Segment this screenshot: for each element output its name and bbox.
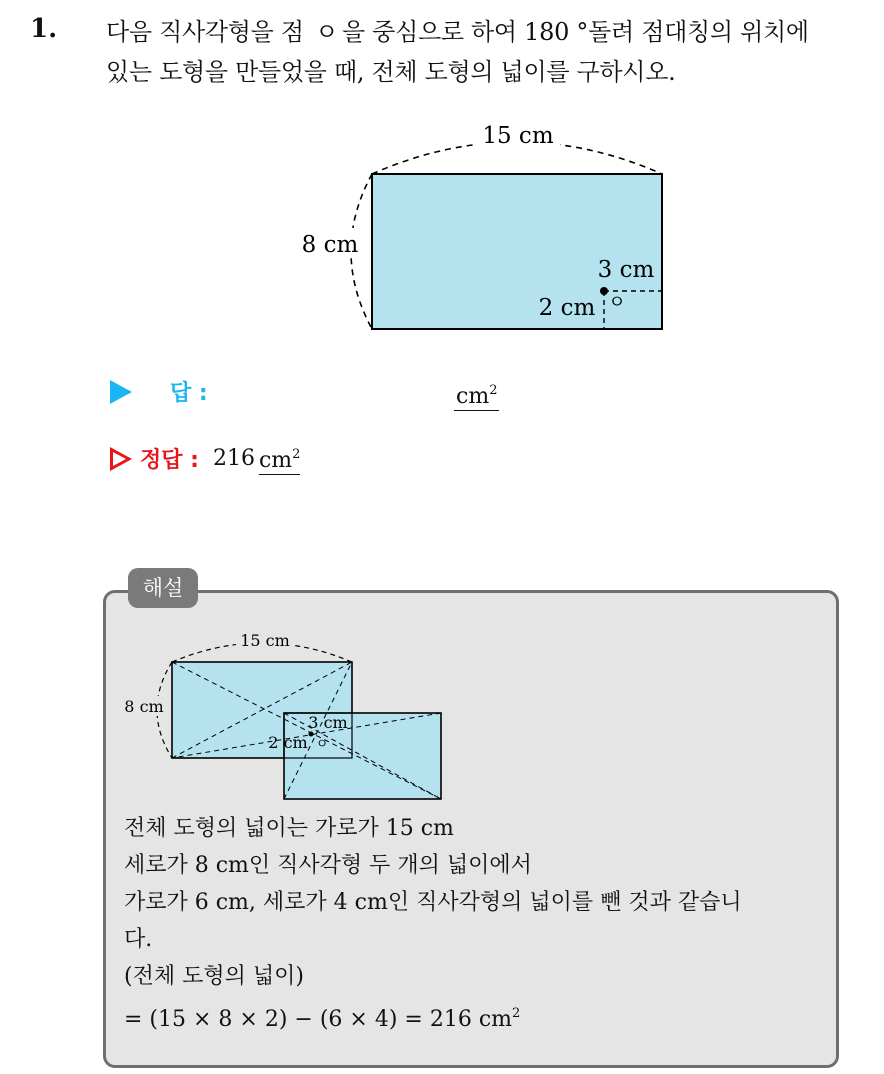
vert-offset-label: 2 cm xyxy=(538,295,596,321)
point-symbol: ㅇ xyxy=(315,18,338,46)
answer-row xyxy=(110,376,208,407)
explanation-figure xyxy=(118,622,458,812)
rectangle-figure xyxy=(290,110,690,350)
center-point-small xyxy=(309,732,314,737)
question-text-line2: 있는 도형을 만들었을 때, 전체 도형의 넓이를 구하시오. xyxy=(106,58,676,86)
question-text-part3: 돌려 점대칭의 위치에 xyxy=(588,18,809,46)
question-text-part1: 다음 직사각형을 점 xyxy=(106,18,304,46)
answer-unit: cm xyxy=(456,384,490,409)
width-label: 15 cm xyxy=(482,123,554,149)
answer-unit-exponent: 2 xyxy=(489,383,498,398)
explanation-formula: = (15 × 8 × 2) − (6 × 4) = 216 cm xyxy=(124,1007,513,1032)
question-text-part2: 을 중심으로 하여 xyxy=(341,18,517,46)
question-number: 1. xyxy=(30,14,58,44)
angle-value: 180 ° xyxy=(524,18,589,46)
explanation-line-1: 전체 도형의 넓이는 가로가 15 cm xyxy=(124,816,454,841)
explanation-line-2: 세로가 8 cm인 직사각형 두 개의 넓이에서 xyxy=(124,853,532,878)
correct-unit-wrap xyxy=(259,442,300,475)
explanation-tag: 해설 xyxy=(128,568,198,608)
question-text xyxy=(106,12,876,92)
height-label: 8 cm xyxy=(301,232,359,258)
width-label-small: 15 cm xyxy=(240,631,290,650)
center-point xyxy=(600,287,608,295)
play-icon xyxy=(110,380,132,404)
height-label-small: 8 cm xyxy=(124,697,164,716)
explanation-line-3: 가로가 6 cm, 세로가 4 cm인 직사각형의 넓이를 뺀 것과 같습니 xyxy=(124,890,742,915)
correct-answer-row xyxy=(110,442,300,475)
explanation-text xyxy=(124,810,742,1032)
answer-blank[interactable] xyxy=(454,378,499,411)
correct-unit: cm xyxy=(258,448,293,473)
explanation-line-4: 다. xyxy=(124,927,153,952)
answer-label: 답 : xyxy=(170,381,208,406)
center-label-small: ㅇ xyxy=(315,737,329,752)
correct-unit-exponent: 2 xyxy=(292,447,301,462)
horiz-offset-label: 3 cm xyxy=(597,257,655,283)
horiz-offset-label-small: 3 cm xyxy=(308,713,348,732)
outline-play-icon xyxy=(110,447,132,471)
correct-label: 정답 : xyxy=(140,448,199,473)
explanation-line-6 xyxy=(124,995,742,1032)
vert-offset-label-small: 2 cm xyxy=(268,733,308,752)
correct-value: 216 xyxy=(212,446,255,471)
explanation-line-5: (전체 도형의 넓이) xyxy=(124,964,304,989)
center-label: ㅇ xyxy=(608,292,626,313)
explanation-formula-exponent: 2 xyxy=(512,1006,521,1021)
